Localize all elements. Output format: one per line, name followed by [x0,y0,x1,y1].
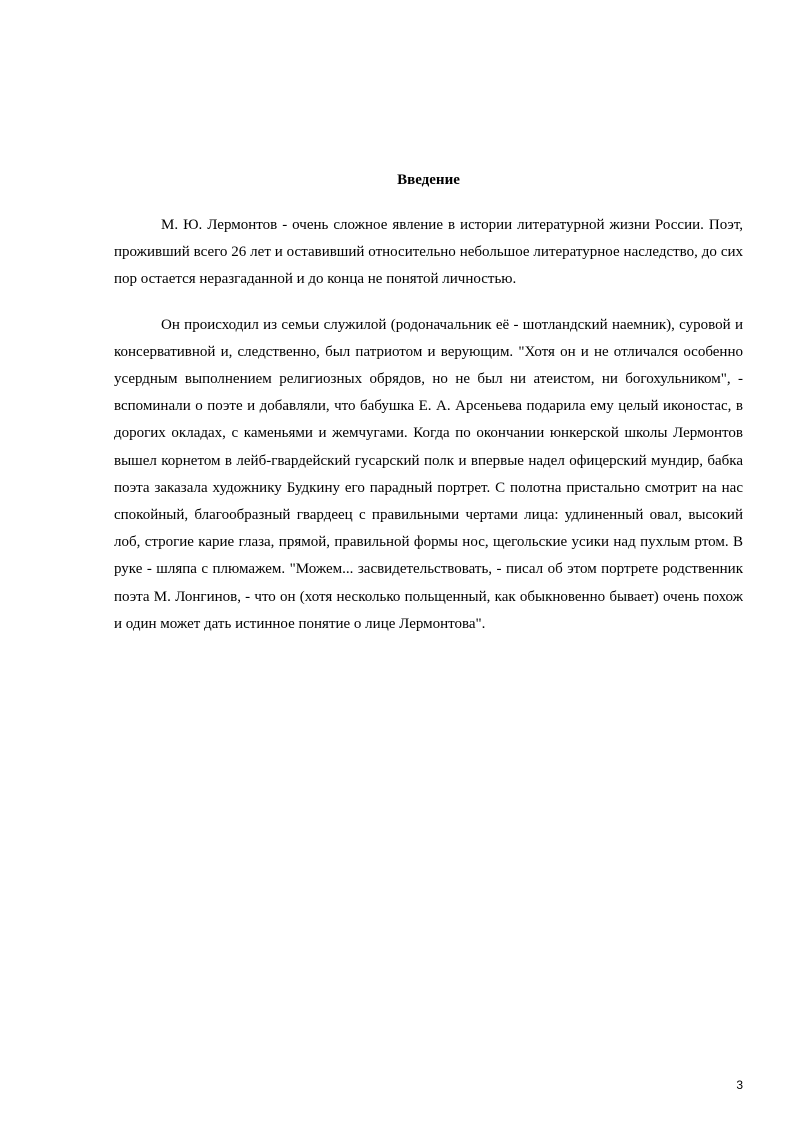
body-text [114,212,743,638]
paragraph-biography: Он происходил из семьи служилой (родоначальник её - шотландский наемник), суровой и консервативной и, следственно, был патриотом и верующим. "Хотя он и не отличался особенно усердным выполнением религиозных обрядов, но не был ни атеистом, ни богохульником", - вспоминали о поэте и добавляли, что бабушка Е. А. Арсеньева подарила ему целый иконостас, в дорогих окладах, с каменьями и жемчугами. Когда по окончании юнкерской школы Лермонтов вышел корнетом в лейб-гвардейский гусарский полк и впервые надел офицерский мундир, бабка поэта заказала художнику Будкину его парадный портрет. С полотна пристально смотрит на нас спокойный, благообразный гвардеец с правильными чертами лица: удлиненный овал, высокий лоб, строгие карие глаза, прямой, правильной формы нос, щегольские усики над пухлым ртом. В руке - шляпа с плюмажем. "Можем... засвидетельствовать, - писал об этом портрете родственник поэта М. Лонгинов, - что он (хотя несколько польщенный, как обыкновенно бывает) очень похож и один может дать истинное понятие о лице Лермонтова". [114,316,743,632]
page-title: Введение [397,172,460,188]
paragraph-intro: М. Ю. Лермонтов - очень сложное явление в истории литературной жизни России. Поэт, проживший всего 26 лет и оставивший относительно небольшое литературное наследство, до сих пор остается неразгаданной и до конца не понятой личностью. [114,217,743,288]
page-number: 3 [736,1078,743,1092]
